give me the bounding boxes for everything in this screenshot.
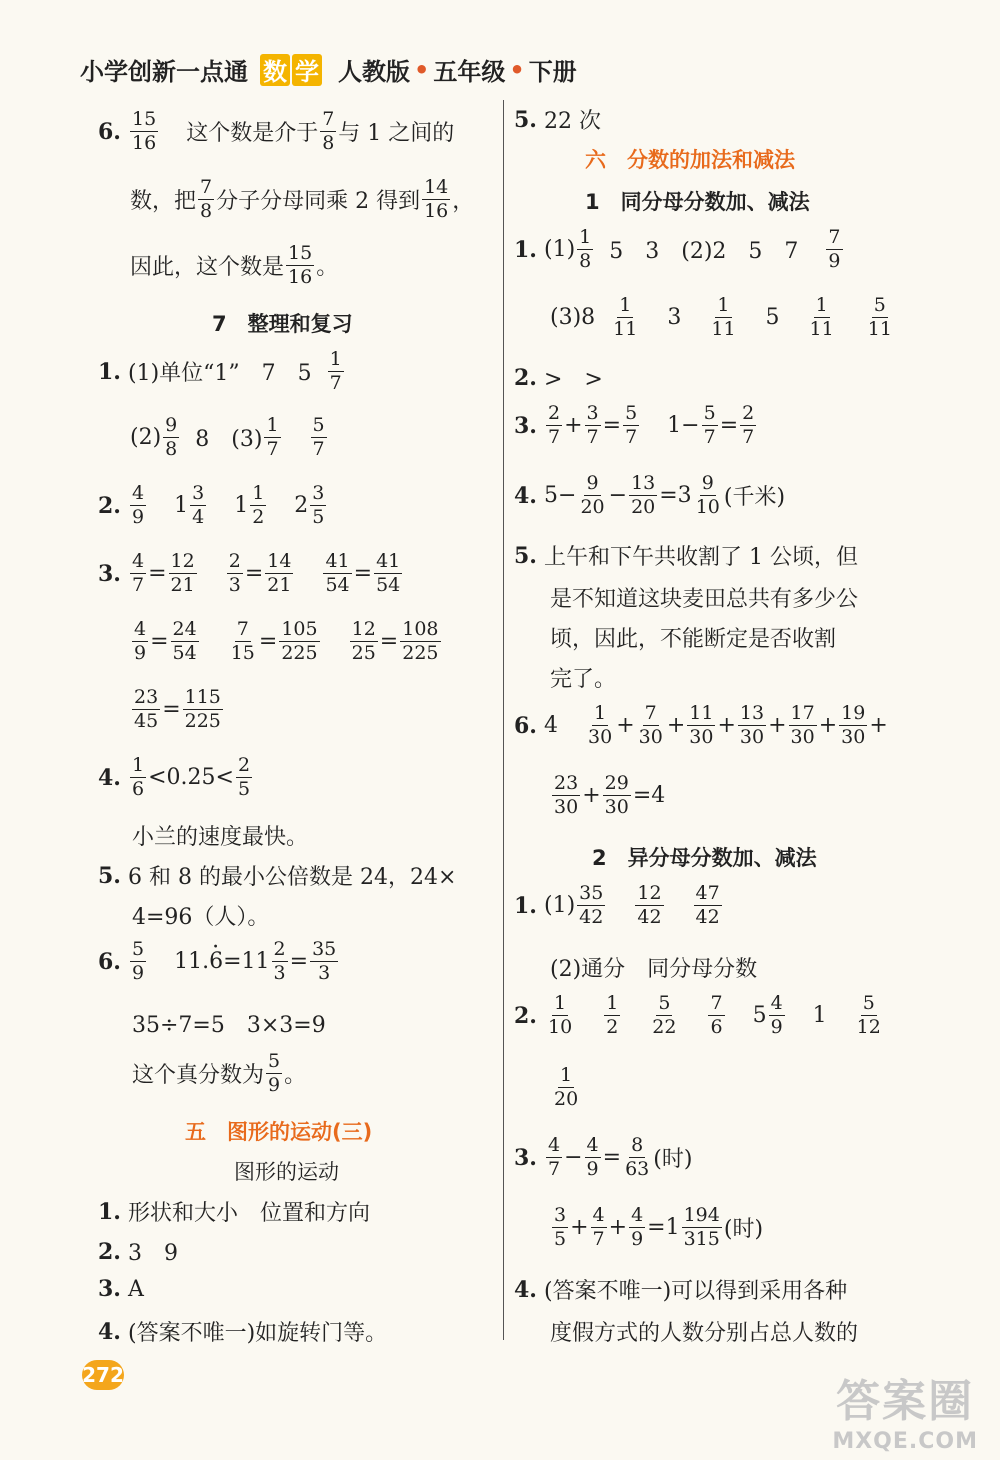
- right-a1-line1: 1. (1) 1 8 5 3 (2)2 5 7 7 9: [514, 226, 841, 272]
- left-q5-line2: 4=96（人）。: [132, 905, 270, 930]
- left-q6b-line1: 6. 5 9 11. · 6 =11 $\frac{2}{3}$ = $\frac{35}{3}$: [98, 940, 340, 983]
- left-m2: 2. 3 9: [98, 1238, 178, 1266]
- left-q4: 4. 1 6 <0.25< 2 5: [98, 754, 251, 800]
- grade: 五年级: [433, 58, 506, 86]
- left-q1-line1: 1. (1)单位“1” 7 5 1 7: [98, 348, 342, 394]
- section-6-title: 六 分数的加法和减法: [585, 148, 795, 172]
- edition: 人教版: [338, 58, 410, 86]
- right-a5-l4: 完了。: [550, 667, 617, 692]
- right-a5-l2: 是不知道这块麦田总共有多少公: [550, 587, 859, 612]
- right-a6-line1: 6. 4 1 30 + $\frac{7}{30}$ + $\frac{11}{30}$ + $\frac{13}{30}$ + $\frac{17}{30}$ + $\frac{19}{30}$ +: [514, 702, 888, 748]
- right-a3: 3. 2 7 + $\frac{3}{7}$ = $\frac{5}{7}$ 1− $\frac{5}{7}$ = $\frac{2}{7}$: [514, 402, 755, 448]
- section-6-sub1: 1 同分母分数加、减法: [585, 190, 810, 214]
- left-q6b-line3: 这个真分数为 5 9 。: [132, 1050, 307, 1096]
- left-q3-row3: $\frac{23}{45}$ = $\frac{115}{225}$: [134, 686, 221, 732]
- right-b3-line2: 3 5 + $\frac{4}{7}$ + $\frac{4}{9}$ =1 194 315 (时): [554, 1204, 764, 1250]
- right-b2-line1: 2. 1 10 1 2 5 22 7 6 5 4 9 1 5 12: [514, 992, 881, 1038]
- right-a1-line2: (3)8 1 11 3 1 11 5 1 11 5 11: [550, 294, 892, 340]
- right-b3-line1: 3. 4 7 − $\frac{4}{9}$ = $\frac{8}{63}$ (时): [514, 1134, 693, 1180]
- right-a4: 4. 5− $\frac{9}{20}$ − $\frac{13}{20}$ =3 9 10 (千米): [514, 472, 786, 518]
- left-m1: 1. 形状和大小 位置和方向: [98, 1198, 371, 1226]
- book-title: 小学创新一点通: [80, 58, 248, 86]
- left-q6a-line3: 因此，这个数是 15 16 。: [130, 242, 339, 288]
- right-b4-l1: 4. (答案不唯一)可以得到采用各种: [514, 1276, 848, 1304]
- right-b1-line2: (2)通分 同分母分数: [550, 957, 758, 982]
- right-b2-line2: 1 20: [554, 1064, 579, 1110]
- left-q6b-line2: 35÷7=5 3×3=9: [132, 1013, 326, 1038]
- left-m3: 3. A: [98, 1276, 144, 1302]
- right-a2: 2. > >: [514, 364, 603, 392]
- right-q5: 5. 22 次: [514, 106, 601, 134]
- subject-badge: 数 学: [260, 54, 324, 86]
- left-q4-text: 小兰的速度最快。: [132, 825, 309, 850]
- right-b1-line1: 1. (1) 35 42 12 42 47 42: [514, 882, 720, 928]
- left-q3-row1: 3. $\frac{4}{7}$ = $\frac{12}{21}$ $\frac{2}{3}$ = $\frac{14}{21}$ $\frac{41}{54}$ = $\frac{41}{54}$: [98, 550, 401, 596]
- page-number: 272: [82, 1360, 124, 1390]
- right-b4-l2: 度假方式的人数分别占总人数的: [550, 1321, 859, 1346]
- left-q6a-line2: 数，把 7 8 分子分母同乘 2 得到 14 16 ，: [130, 176, 475, 222]
- watermark: 答案圈 MXQE.COM: [832, 1376, 978, 1454]
- left-q6a-line1: 6. 15 16 这个数是介于 7 8 与 1 之间的: [98, 108, 455, 154]
- section-6-sub2: 2 异分母分数加、减法: [592, 846, 817, 870]
- section-5-title: 五 图形的运动(三): [185, 1120, 373, 1144]
- right-a5-l1: 5. 上午和下午共收割了 1 公顷，但: [514, 542, 858, 570]
- left-q2: 2. 4 9 1 3 4 1 1 2 2 3 5: [98, 482, 325, 528]
- left-q3-row2: $\frac{4}{9}$ = $\frac{24}{54}$ $\frac{7}{15}$ = $\frac{105}{225}$ $\frac{12}{25}$ = $\frac{108}{225}$: [134, 618, 439, 664]
- page-header: 小学创新一点通 数 学 人教版 • 五年级 • 下册: [80, 52, 577, 87]
- left-m4: 4. (答案不唯一)如旋转门等。: [98, 1318, 388, 1346]
- right-a6-line2: 23 30 + $\frac{29}{30}$ =4: [554, 772, 666, 818]
- section-7-title: 7 整理和复习: [212, 312, 353, 336]
- left-q5-line1: 5. 6 和 8 的最小公倍数是 24，24×: [98, 862, 457, 890]
- volume: 下册: [528, 58, 577, 86]
- section-5-subtitle: 图形的运动: [234, 1160, 339, 1184]
- column-divider: [503, 100, 504, 1340]
- left-q1-line2: (2) 9 8 8 (3) 1 7 5 7: [130, 414, 325, 460]
- right-a5-l3: 顷，因此，不能断定是否收割: [550, 627, 837, 652]
